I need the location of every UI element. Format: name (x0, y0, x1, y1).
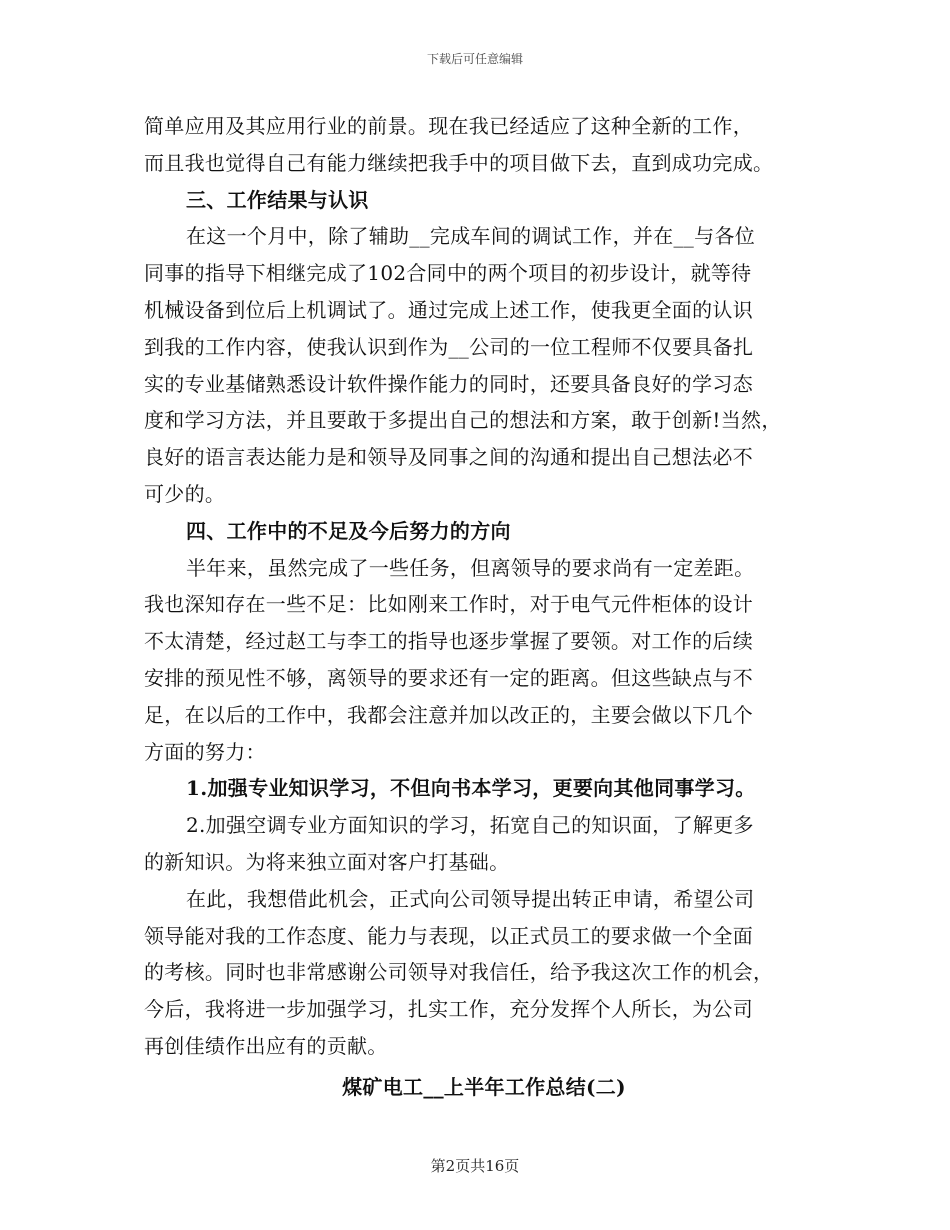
paragraph-line: 可少的。 (144, 481, 226, 506)
section-heading: 四、工作中的不足及今后努力的方向 (186, 518, 511, 543)
list-item: 2.加强空调专业方面知识的学习，拓宽自己的知识面，了解更多 (186, 813, 754, 838)
paragraph-line: 再创佳绩作出应有的贡献。 (144, 1033, 388, 1058)
page-header: 下载后可任意编辑 (426, 52, 523, 66)
paragraph-line: 的考核。同时也非常感谢公司领导对我信任，给予我这次工作的机会， (144, 960, 774, 985)
paragraph-line: 的新知识。为将来独立面对客户打基础。 (144, 849, 510, 874)
document-body (144, 108, 824, 1106)
paragraph-line: 机械设备到位后上机调试了。通过完成上述工作，使我更全面的认识 (144, 297, 753, 322)
paragraph-line: 良好的语言表达能力是和领导及同事之间的沟通和提出自己想法必不 (144, 445, 753, 470)
paragraph-line: 不太清楚，经过赵工与李工的指导也逐步掌握了要领。对工作的后续 (144, 629, 753, 654)
list-item-bold: 1.加强专业知识学习，不但向书本学习，更要向其他同事学习。 (186, 776, 756, 801)
paragraph-line: 在这一个月中，除了辅助__完成车间的调试工作，并在__与各位 (186, 224, 755, 249)
paragraph-line: 我也深知存在一些不足：比如刚来工作时，对于电气元件柜体的设计 (144, 592, 753, 617)
paragraph-line: 实的专业基储熟悉设计软件操作能力的同时，还要具备良好的学习态 (144, 371, 753, 396)
paragraph-line: 足，在以后的工作中，我都会注意并加以改正的，主要会做以下几个 (144, 702, 753, 727)
page-number: 第2页共16页 (430, 1157, 520, 1175)
document-section-title: 煤矿电工__上半年工作总结(二) (342, 1074, 626, 1099)
paragraph-line: 安排的预见性不够，离领导的要求还有一定的距离。但这些缺点与不 (144, 665, 753, 690)
paragraph-line: 今后，我将进一步加强学习，扎实工作，充分发挥个人所长，为公司 (144, 997, 753, 1022)
section-heading: 三、工作结果与认识 (186, 187, 369, 212)
paragraph-line: 而且我也觉得自己有能力继续把我手中的项目做下去，直到成功完成。 (144, 150, 774, 175)
paragraph-line: 领导能对我的工作态度、能力与表现，以正式员工的要求做一个全面 (144, 923, 753, 948)
paragraph-line: 度和学习方法，并且要敢于多提出自己的想法和方案，敢于创新!当然， (144, 408, 782, 433)
paragraph-line: 简单应用及其应用行业的前景。现在我已经适应了这种全新的工作， (144, 114, 753, 138)
paragraph-line: 半年来，虽然完成了一些任务，但离领导的要求尚有一定差距。 (186, 555, 755, 580)
paragraph-line: 方面的努力： (144, 739, 266, 764)
paragraph-line: 在此，我想借此机会，正式向公司领导提出转正申请，希望公司 (186, 886, 755, 911)
paragraph-line: 到我的工作内容，使我认识到作为__公司的一位工程师不仅要具备扎 (144, 334, 754, 359)
paragraph-line: 同事的指导下相继完成了102合同中的两个项目的初步设计，就等待 (144, 261, 752, 286)
